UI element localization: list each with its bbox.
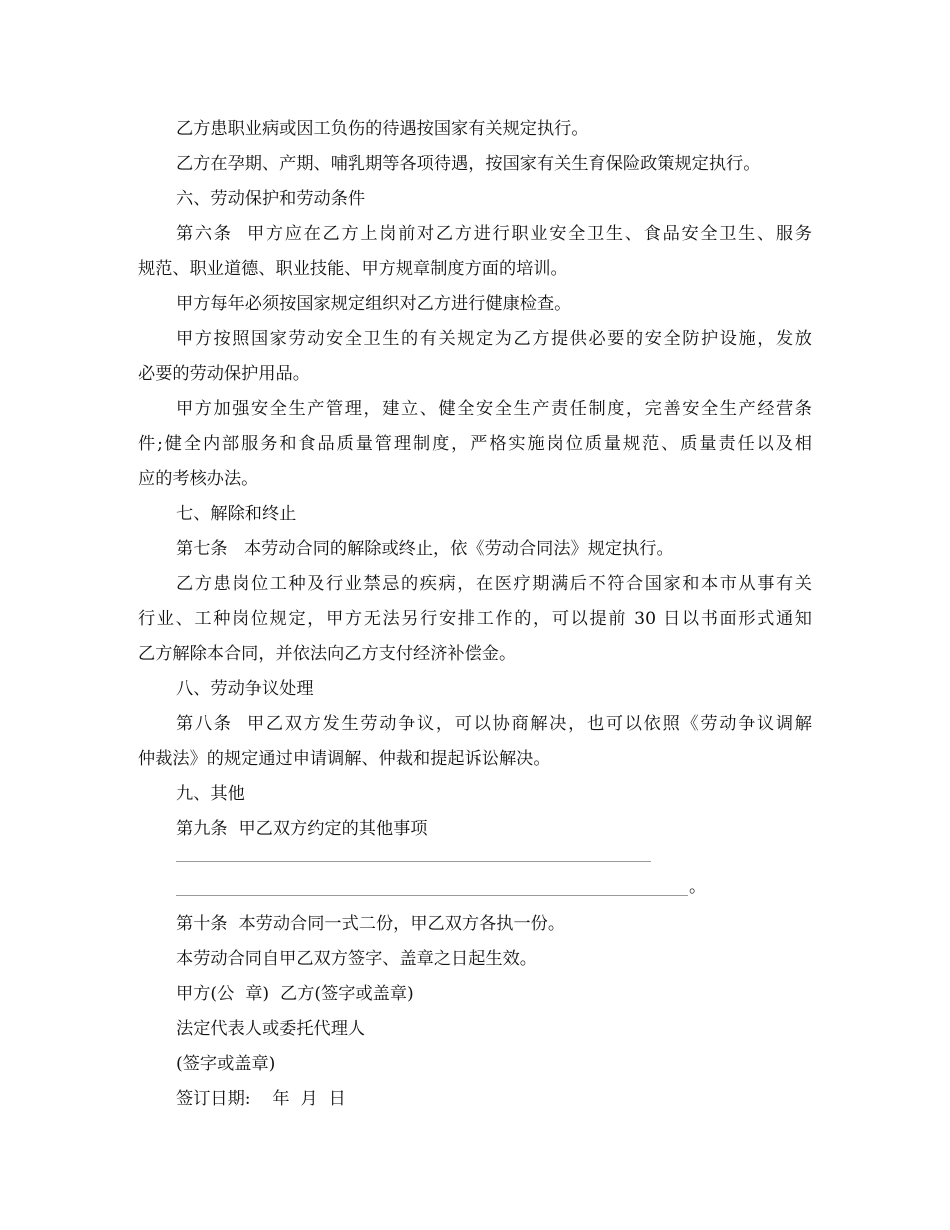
paragraph-termination-line-3: 乙方解除本合同，并依法向乙方支付经济补偿金。 bbox=[138, 644, 517, 664]
legal-representative-label: 法定代表人或委托代理人 bbox=[176, 1019, 366, 1039]
signing-date-label: 签订日期: 年 月 日 bbox=[176, 1089, 346, 1109]
section-heading-9: 九、其他 bbox=[176, 784, 245, 804]
section-heading-7: 七、解除和终止 bbox=[176, 504, 297, 524]
blank-line-1 bbox=[176, 861, 651, 862]
blank-line-period: 。 bbox=[689, 877, 707, 897]
paragraph-safety-line-3: 应的考核办法。 bbox=[138, 469, 259, 489]
paragraph-termination-line-1: 乙方患岗位工种及行业禁忌的疾病，在医疗期满后不符合国家和本市从事有关 bbox=[176, 574, 812, 594]
article-8-line-1: 第八条 甲乙双方发生劳动争议，可以协商解决，也可以依照《劳动争议调解 bbox=[176, 714, 812, 734]
paragraph-occupational-disease: 乙方患职业病或因工负伤的待遇按国家有关规定执行。 bbox=[176, 119, 589, 139]
paragraph-safety-line-1: 甲方加强安全生产管理，建立、健全安全生产责任制度，完善安全生产经营条 bbox=[176, 399, 812, 419]
article-6-line-2: 规范、职业道德、职业技能、甲方规章制度方面的培训。 bbox=[138, 259, 568, 279]
article-8-line-2: 仲裁法》的规定通过申请调解、仲裁和提起诉讼解决。 bbox=[138, 749, 551, 769]
article-6-line-1: 第六条 甲方应在乙方上岗前对乙方进行职业安全卫生、食品安全卫生、服务 bbox=[176, 224, 812, 244]
paragraph-safety-line-2: 件;健全内部服务和食品质量管理制度，严格实施岗位质量规范、质量责任以及相 bbox=[138, 434, 812, 454]
party-seal-labels: 甲方(公 章) 乙方(签字或盖章) bbox=[176, 984, 414, 1004]
section-heading-8: 八、劳动争议处理 bbox=[176, 679, 314, 699]
signature-label: (签字或盖章) bbox=[176, 1054, 276, 1074]
article-7: 第七条 本劳动合同的解除或终止，依《劳动合同法》规定执行。 bbox=[176, 539, 674, 559]
paragraph-protection-line-2: 必要的劳动保护用品。 bbox=[138, 364, 310, 384]
blank-line-2 bbox=[176, 895, 688, 896]
section-heading-6: 六、劳动保护和劳动条件 bbox=[176, 189, 366, 209]
paragraph-maternity: 乙方在孕期、产期、哺乳期等各项待遇，按国家有关生育保险政策规定执行。 bbox=[176, 154, 761, 174]
paragraph-termination-line-2: 行业、工种岗位规定，甲方无法另行安排工作的，可以提前 30 日以书面形式通知 bbox=[138, 609, 812, 629]
paragraph-health-check: 甲方每年必须按国家规定组织对乙方进行健康检查。 bbox=[176, 294, 572, 314]
article-9: 第九条 甲乙双方约定的其他事项 bbox=[176, 819, 428, 839]
effective-clause: 本劳动合同自甲乙双方签字、盖章之日起生效。 bbox=[176, 949, 537, 969]
paragraph-protection-line-1: 甲方按照国家劳动安全卫生的有关规定为乙方提供必要的安全防护设施，发放 bbox=[176, 329, 812, 349]
article-10: 第十条 本劳动合同一式二份，甲乙双方各执一份。 bbox=[176, 914, 566, 934]
